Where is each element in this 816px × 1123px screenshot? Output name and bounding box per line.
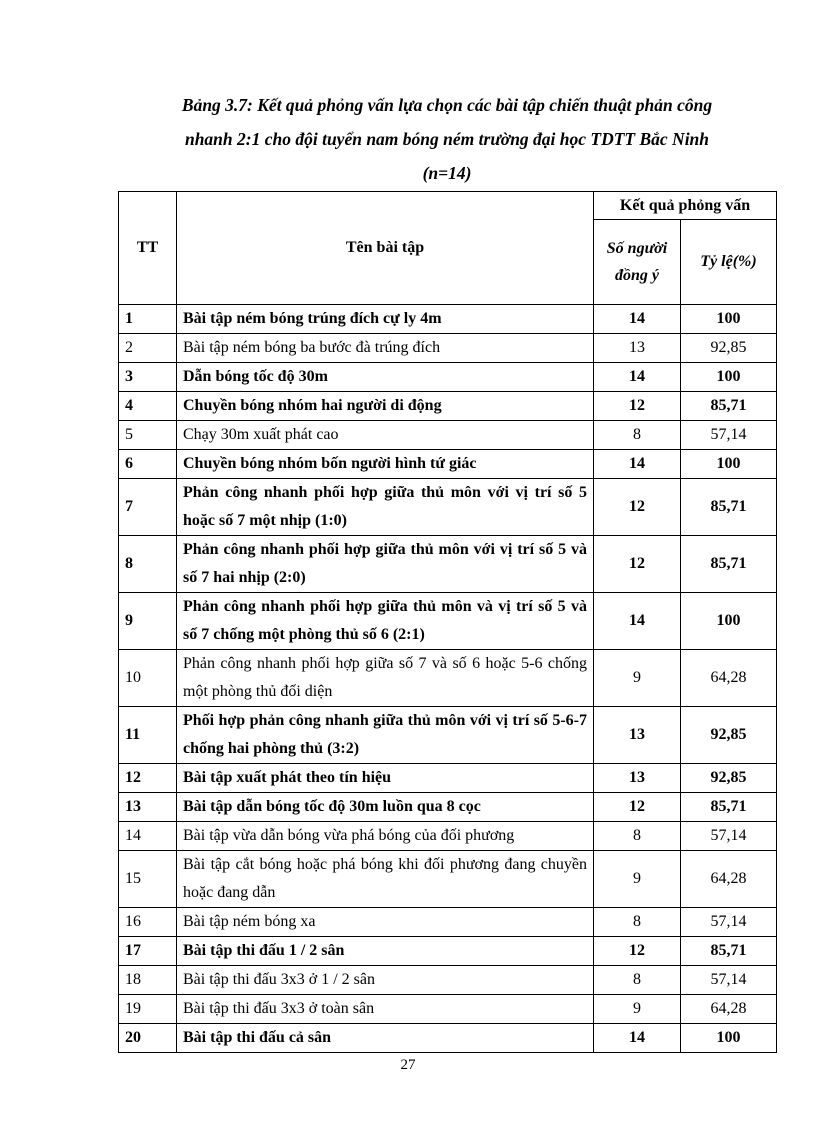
results-table: [118, 191, 777, 1053]
table-row: [119, 536, 777, 593]
table-row: [119, 908, 777, 937]
cell-percent: 57,14: [681, 966, 777, 995]
table-row: [119, 793, 777, 822]
cell-percent: 64,28: [681, 851, 777, 908]
cell-agree-count: 13: [594, 764, 681, 793]
table-row: [119, 707, 777, 764]
cell-percent: 85,71: [681, 536, 777, 593]
cell-percent: 92,85: [681, 334, 777, 363]
cell-tt: 2: [119, 334, 177, 363]
cell-agree-count: 13: [594, 707, 681, 764]
cell-agree-count: 14: [594, 363, 681, 392]
cell-exercise-name: Bài tập dẫn bóng tốc độ 30m luồn qua 8 cọc: [177, 793, 594, 822]
cell-tt: 12: [119, 764, 177, 793]
table-row: [119, 392, 777, 421]
cell-exercise-name: Phản công nhanh phối hợp giữa số 7 và số 6 hoặc 5-6 chống một phòng thủ đối diện: [177, 650, 594, 707]
cell-agree-count: 14: [594, 305, 681, 334]
cell-agree-count: 8: [594, 822, 681, 851]
table-row: [119, 479, 777, 536]
cell-tt: 13: [119, 793, 177, 822]
cell-percent: 92,85: [681, 707, 777, 764]
cell-percent: 85,71: [681, 937, 777, 966]
cell-exercise-name: Chuyền bóng nhóm bốn người hình tứ giác: [177, 450, 594, 479]
cell-percent: 57,14: [681, 822, 777, 851]
table-row: [119, 937, 777, 966]
cell-exercise-name: Bài tập thi đấu 3x3 ở 1 / 2 sân: [177, 966, 594, 995]
cell-tt: 6: [119, 450, 177, 479]
table-row: [119, 363, 777, 392]
header-exercise-name: Tên bài tập: [177, 192, 594, 305]
cell-exercise-name: Phản công nhanh phối hợp giữa thủ môn với vị trí số 5 và số 7 hai nhịp (2:0): [177, 536, 594, 593]
cell-exercise-name: Bài tập cắt bóng hoặc phá bóng khi đối phương đang chuyền hoặc đang dẫn: [177, 851, 594, 908]
cell-exercise-name: Bài tập ném bóng trúng đích cự ly 4m: [177, 305, 594, 334]
header-interview-result: Kết quả phỏng vấn: [594, 192, 777, 220]
cell-exercise-name: Bài tập thi đấu 1 / 2 sân: [177, 937, 594, 966]
table-body: [119, 305, 777, 1053]
cell-percent: 85,71: [681, 392, 777, 421]
table-row: [119, 995, 777, 1024]
cell-tt: 16: [119, 908, 177, 937]
cell-tt: 11: [119, 707, 177, 764]
cell-percent: 92,85: [681, 764, 777, 793]
table-row: [119, 421, 777, 450]
cell-exercise-name: Bài tập ném bóng ba bước đà trúng đích: [177, 334, 594, 363]
cell-exercise-name: Phối hợp phản công nhanh giữa thủ môn với vị trí số 5-6-7 chống hai phòng thủ (3:2): [177, 707, 594, 764]
cell-agree-count: 12: [594, 536, 681, 593]
cell-tt: 8: [119, 536, 177, 593]
cell-agree-count: 9: [594, 995, 681, 1024]
cell-percent: 64,28: [681, 650, 777, 707]
table-row: [119, 593, 777, 650]
cell-tt: 7: [119, 479, 177, 536]
page-number: 27: [400, 1057, 416, 1073]
cell-percent: 85,71: [681, 479, 777, 536]
cell-exercise-name: Chuyền bóng nhóm hai người di động: [177, 392, 594, 421]
table-row: [119, 450, 777, 479]
cell-agree-count: 9: [594, 650, 681, 707]
table-row: [119, 1024, 777, 1053]
cell-tt: 20: [119, 1024, 177, 1053]
cell-agree-count: 12: [594, 479, 681, 536]
header-agree-count: Số người đồng ý: [594, 220, 681, 305]
caption-line-2: nhanh 2:1 cho đội tuyển nam bóng ném trường đại học TDTT Bắc Ninh: [184, 129, 710, 149]
cell-agree-count: 14: [594, 593, 681, 650]
cell-percent: 100: [681, 1024, 777, 1053]
table-caption: [118, 88, 776, 190]
header-tt: TT: [119, 192, 177, 305]
cell-exercise-name: Chạy 30m xuất phát cao: [177, 421, 594, 450]
cell-agree-count: 14: [594, 450, 681, 479]
cell-percent: 100: [681, 593, 777, 650]
cell-agree-count: 9: [594, 851, 681, 908]
cell-tt: 4: [119, 392, 177, 421]
table-row: [119, 966, 777, 995]
cell-percent: 100: [681, 450, 777, 479]
cell-percent: 57,14: [681, 421, 777, 450]
cell-agree-count: 13: [594, 334, 681, 363]
cell-percent: 100: [681, 363, 777, 392]
cell-percent: 100: [681, 305, 777, 334]
table-row: [119, 305, 777, 334]
cell-exercise-name: Phản công nhanh phối hợp giữa thủ môn và vị trí số 5 và số 7 chống một phòng thủ số 6 (2:1): [177, 593, 594, 650]
cell-agree-count: 12: [594, 937, 681, 966]
cell-tt: 10: [119, 650, 177, 707]
cell-exercise-name: Bài tập thi đấu cả sân: [177, 1024, 594, 1053]
table-row: [119, 851, 777, 908]
cell-tt: 1: [119, 305, 177, 334]
header-percent: Tỷ lệ(%): [681, 220, 777, 305]
cell-exercise-name: Dẫn bóng tốc độ 30m: [177, 363, 594, 392]
cell-agree-count: 8: [594, 966, 681, 995]
table-row: [119, 822, 777, 851]
table-row: [119, 650, 777, 707]
cell-tt: 3: [119, 363, 177, 392]
cell-tt: 5: [119, 421, 177, 450]
cell-tt: 14: [119, 822, 177, 851]
cell-tt: 19: [119, 995, 177, 1024]
cell-agree-count: 8: [594, 421, 681, 450]
caption-line-1: Bảng 3.7: Kết quả phỏng vấn lựa chọn các bài tập chiến thuật phản công: [181, 95, 713, 115]
cell-tt: 17: [119, 937, 177, 966]
table-header: [119, 192, 777, 305]
cell-tt: 15: [119, 851, 177, 908]
cell-exercise-name: Phản công nhanh phối hợp giữa thủ môn với vị trí số 5 hoặc số 7 một nhịp (1:0): [177, 479, 594, 536]
cell-exercise-name: Bài tập thi đấu 3x3 ở toàn sân: [177, 995, 594, 1024]
caption-line-3: (n=14): [422, 163, 472, 183]
cell-exercise-name: Bài tập xuất phát theo tín hiệu: [177, 764, 594, 793]
cell-agree-count: 12: [594, 392, 681, 421]
cell-exercise-name: Bài tập vừa dẫn bóng vừa phá bóng của đối phương: [177, 822, 594, 851]
cell-agree-count: 14: [594, 1024, 681, 1053]
cell-exercise-name: Bài tập ném bóng xa: [177, 908, 594, 937]
cell-percent: 57,14: [681, 908, 777, 937]
cell-tt: 18: [119, 966, 177, 995]
cell-percent: 85,71: [681, 793, 777, 822]
cell-tt: 9: [119, 593, 177, 650]
cell-percent: 64,28: [681, 995, 777, 1024]
cell-agree-count: 8: [594, 908, 681, 937]
table-row: [119, 334, 777, 363]
cell-agree-count: 12: [594, 793, 681, 822]
table-row: [119, 764, 777, 793]
